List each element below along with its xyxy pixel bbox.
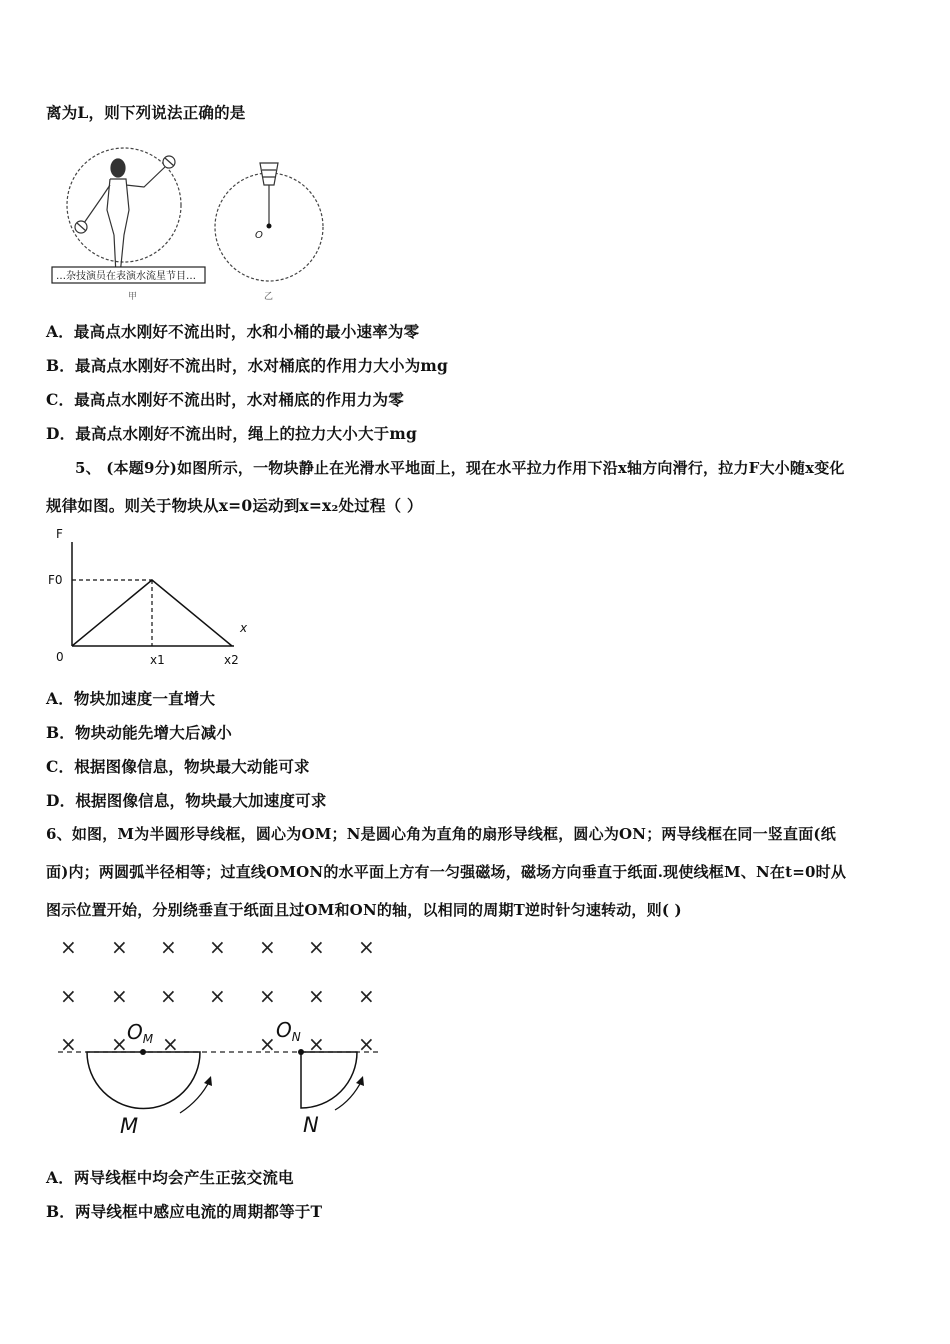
q6-option-b: B．两导线框中感应电流的周期都等于T [46,1202,323,1221]
f0-label: F0 [48,573,63,587]
arrow-head-icon [204,1076,212,1086]
field-cross: × [308,1032,325,1056]
field-cross: × [358,1032,375,1056]
rotation-arrow-m [180,1080,210,1113]
field-cross: × [308,935,325,959]
bucket-icon [75,221,87,233]
on-point [298,1049,304,1055]
q4-intro: 离为L，则下列说法正确的是 [46,103,246,122]
m-label: M [120,1114,139,1138]
field-cross: × [358,935,375,959]
field-cross: × [111,935,128,959]
rotation-arrow-n [335,1080,362,1110]
q4-option-a: A．最高点水刚好不流出时，水和小桶的最小速率为零 [46,322,420,341]
q6-stem-line1: 6、如图，M为半圆形导线框，圆心为OM；N是圆心角为直角的扇形导线框，圆心为ON；两导线框在同一竖直面(纸 [46,825,836,843]
q4-option-c: C．最高点水刚好不流出时，水对桶底的作用力为零 [46,390,404,409]
q6-option-a: A．两导线框中均会产生正弦交流电 [46,1168,294,1187]
field-cross: × [259,1032,276,1056]
field-cross: × [60,984,77,1008]
field-cross: × [160,984,177,1008]
x1-label: x1 [150,653,165,667]
q5-option-b: B．物块动能先增大后减小 [46,723,233,742]
bucket-icon [163,156,175,168]
n-label: N [303,1113,319,1137]
field-cross: × [60,1032,77,1056]
field-cross: × [160,935,177,959]
label-jia: 甲 [128,292,138,302]
om-point [140,1049,146,1055]
om-label: $O_M$ [127,1020,154,1046]
q5-option-a: A．物块加速度一直增大 [46,689,216,708]
field-cross: × [358,984,375,1008]
origin-label: 0 [56,650,64,664]
performer-figure [84,159,167,275]
field-cross: × [308,984,325,1008]
field-cross: × [162,1032,179,1056]
q4-option-b: B．最高点水刚好不流出时，水对桶底的作用力大小为mg [46,356,449,375]
caption-text: …杂技演员在表演水流星节目… [56,271,196,282]
q4-option-d: D．最高点水刚好不流出时，绳上的拉力大小大于mg [46,424,417,443]
field-cross: × [60,935,77,959]
arrow-head-icon [356,1076,364,1086]
field-cross: × [111,1032,128,1056]
field-cross: × [259,935,276,959]
field-cross: × [209,935,226,959]
field-cross: × [259,984,276,1008]
on-label: $O_N$ [276,1018,301,1044]
q5-option-d: D．根据图像信息，物块最大加速度可求 [46,791,327,810]
x-axis-label: x [240,621,248,635]
center-point [267,224,272,229]
q4-figure [44,135,344,305]
frame-m [87,1052,200,1109]
q6-figure [50,930,390,1142]
field-cross: × [209,984,226,1008]
q6-stem-line2: 面)内；两圆弧半径相等；过直线OMON的水平面上方有一匀强磁场，磁场方向垂直于纸面.现使线框M、N在t=0时从 [46,863,847,881]
x2-label: x2 [224,653,239,667]
label-yi: 乙 [264,292,274,302]
y-axis-label: F [56,527,63,541]
q5-stem-line2: 规律如图。则关于物块从x=0运动到x=x₂处过程（ ） [46,496,423,515]
bucket-icon [260,163,278,185]
field-cross: × [111,984,128,1008]
center-label: O [255,230,263,241]
f-x-graph [44,524,264,672]
q5-stem-line1: 5、 (本题9分)如图所示，一物块静止在光滑水平地面上，现在水平拉力作用下沿x轴方向滑行，拉力F大小随x变化 [75,459,845,477]
q5-option-c: C．根据图像信息，物块最大动能可求 [46,757,310,776]
magnetic-field-crosses [60,935,375,1056]
q6-stem-line3: 图示位置开始，分别绕垂直于纸面且过OM和ON的轴，以相同的周期T逆时针匀速转动，则( ) [46,901,682,919]
